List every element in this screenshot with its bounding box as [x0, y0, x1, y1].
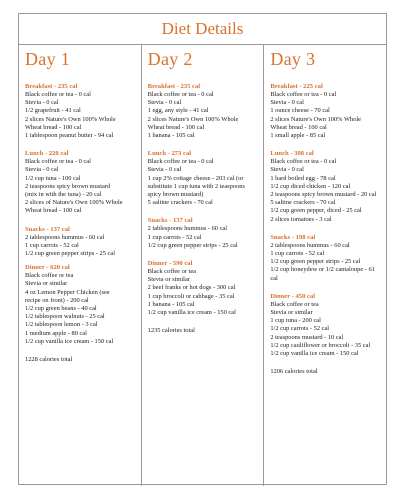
food-line: Stevia or similar	[25, 280, 68, 288]
food-line: 2 tablespoons hummus - 60 cal	[147, 225, 228, 233]
food-line: 1 cup tuna - 200 cal	[270, 317, 321, 325]
food-line: Stevia - 0 cal	[25, 166, 59, 174]
food-line: 1/2 grapefruit - 41 cal	[25, 107, 81, 115]
food-line: recipe on front) - 200 cal	[25, 296, 89, 304]
page-title: Diet Details	[19, 14, 386, 45]
meal-heading: Snacks - 198 cal	[270, 233, 316, 241]
food-line: Black coffee or tea	[147, 268, 196, 276]
food-line: 1/2 cup green pepper strips - 25 cal	[270, 258, 361, 266]
food-line: 2 slices Nature's Own 100% Whole	[147, 115, 239, 123]
meal-heading: Breakfast - 235 cal	[25, 83, 78, 90]
food-line: 1/2 cup tuna - 100 cal	[25, 174, 81, 182]
food-line: 2 teaspoons spicy brown mustard - 20 cal	[270, 191, 377, 199]
meal-dinner	[25, 264, 137, 346]
food-line: Stevia - 0 cal	[270, 166, 304, 174]
day-column-1	[19, 45, 142, 486]
food-line: (mix in with the tuna) - 20 cal	[25, 191, 102, 199]
diet-sheet	[18, 13, 387, 485]
day-heading: Day 2	[147, 49, 193, 69]
food-line: 2 tablespoons hummus - 60 cal	[25, 233, 105, 241]
meal-heading: Lunch - 220 cal	[25, 150, 69, 158]
meal-breakfast	[270, 83, 382, 140]
food-line: 5 saltine crackers - 70 cal	[147, 199, 213, 207]
food-line: Stevia - 0 cal	[147, 166, 182, 174]
meal-breakfast	[25, 83, 137, 140]
meal-heading: Dinner - 450 cal	[270, 292, 316, 300]
food-line: 2 teaspoons mustard - 10 cal	[270, 333, 344, 341]
food-line: 1/2 cup diced chicken - 120 cal	[270, 182, 351, 190]
food-line: 1/2 tablespoon walnuts - 25 cal	[25, 313, 105, 321]
meal-dinner	[270, 293, 382, 358]
meal-heading: Dinner - 590 cal	[147, 260, 193, 268]
food-line: Stevia - 0 cal	[147, 99, 182, 107]
meal-snacks	[148, 217, 260, 250]
food-line: Wheat bread - 100 cal	[25, 207, 82, 215]
meal-heading: Breakfast - 235 cal	[147, 83, 201, 90]
food-line: 1 cup 2% cottage cheese - 203 cal (or	[147, 174, 244, 182]
food-line: Wheat bread - 100 cal	[25, 123, 82, 131]
food-line: Black coffee or tea - 0 cal	[25, 158, 91, 166]
meal-heading: Lunch - 308 cal	[270, 150, 314, 158]
meal-snacks	[25, 226, 137, 259]
food-line: 1/2 cup green pepper strips - 25 cal	[147, 241, 238, 249]
food-line: Black coffee or tea - 0 cal	[147, 158, 214, 166]
day-column-3	[264, 45, 386, 486]
food-line: 1 medium apple - 80 cal	[25, 329, 87, 337]
food-line: Black coffee or tea - 0 cal	[147, 91, 214, 98]
food-line: 1 cup broccoli or cabbage - 35 cal	[147, 292, 235, 300]
day-total: 1228 calories total	[25, 356, 73, 364]
food-line: 5 saltine crackers - 70 cal	[270, 199, 336, 207]
food-line: 2 slices tomatoes - 3 cal	[270, 215, 332, 223]
food-line: Wheat bread - 100 cal	[270, 123, 327, 131]
meal-heading: Breakfast - 225 cal	[270, 83, 323, 90]
meal-lunch	[148, 150, 260, 207]
food-line: 1 cup carrots - 52 cal	[147, 233, 202, 241]
food-line: 1/2 cup vanilla ice cream - 150 cal	[147, 309, 236, 317]
meal-heading: Snacks - 137 cal	[25, 225, 70, 233]
food-line: 1 egg, any style - 41 cal	[147, 107, 209, 115]
food-line: 1/2 tablespoon lemon - 3 cal	[25, 321, 98, 329]
food-line: 2 slices Nature's Own 100% Whole	[25, 115, 116, 123]
food-line: 1 cup carrots - 52 cal	[25, 241, 79, 249]
food-line: Stevia or similar	[270, 309, 313, 317]
food-line: 1/2 cup green pepper, diced - 25 cal	[270, 207, 362, 215]
food-line: Black coffee or tea	[270, 300, 319, 308]
meal-heading: Dinner - 620 cal	[25, 264, 70, 272]
food-line: 1 tablespoon peanut butter - 94 cal	[25, 132, 114, 140]
meal-heading: Lunch - 273 cal	[147, 150, 192, 158]
food-line: 1/2 cup green beans - 40 cal	[25, 305, 97, 313]
food-line: 1/2 cup green pepper strips - 25 cal	[25, 250, 115, 258]
food-line: 1 ounce cheese - 70 cal	[270, 107, 330, 115]
meal-snacks	[270, 234, 382, 283]
food-line: 1/2 cup vanilla ice cream - 150 cal	[270, 350, 359, 358]
food-line: 1 banana - 105 cal	[147, 300, 195, 308]
meal-heading: Snacks - 137 cal	[147, 217, 193, 225]
food-line: 2 beef franks or hot dogs - 300 cal	[147, 284, 236, 292]
food-line: substitute 1 cup tuna with 2 teaspoons	[147, 182, 245, 190]
food-line: 1/2 cup carrots - 52 cal	[270, 325, 330, 333]
food-line: Wheat bread - 100 cal	[147, 123, 205, 131]
day-total: 1235 calories total	[147, 327, 195, 335]
day-column-2	[142, 45, 265, 486]
day-columns	[19, 45, 386, 486]
food-line: 2 slices Nature's Own 100% Whole	[270, 115, 362, 123]
food-line: Stevia - 0 cal	[270, 99, 304, 107]
food-line: 1/2 cup vanilla ice cream - 150 cal	[25, 337, 114, 345]
food-line: Black coffee or tea - 0 cal	[270, 158, 337, 166]
food-line: spicy brown mustard)	[147, 191, 204, 199]
meal-lunch	[25, 150, 137, 215]
food-line: 2 slices of Nature's Own 100% Whole	[25, 199, 123, 207]
day-total: 1206 calories total	[270, 368, 318, 376]
meal-lunch	[270, 150, 382, 224]
food-line: Black coffee or tea - 0 cal	[270, 91, 337, 98]
day-heading: Day 1	[25, 49, 70, 69]
food-line: 1 cup carrots - 52 cal	[270, 250, 325, 258]
food-line: 1/2 cup honeydew or 1/2 cantaloupe - 61 cal	[270, 266, 375, 282]
food-line: 1 small apple - 85 cal	[270, 132, 326, 140]
food-line: Black coffee or tea	[25, 272, 74, 280]
food-line: 2 tablespoons hummus - 60 cal	[270, 241, 350, 249]
day-heading: Day 3	[270, 49, 316, 69]
food-line: 2 teaspoons spicy brown mustard	[25, 182, 111, 190]
food-line: Black coffee or tea - 0 cal	[25, 91, 91, 98]
food-line: 1 hard boiled egg - 78 cal	[270, 174, 336, 182]
food-line: Stevia or similar	[147, 276, 190, 284]
food-line: 1 banana - 105 cal	[147, 132, 195, 140]
food-line: Stevia - 0 cal	[25, 99, 59, 107]
meal-dinner	[148, 260, 260, 317]
food-line: 4 oz Lemon Pepper Chicken (see	[25, 288, 110, 296]
meal-breakfast	[148, 83, 260, 140]
food-line: 1/2 cup cauliflower or broccoli - 35 cal	[270, 341, 371, 349]
